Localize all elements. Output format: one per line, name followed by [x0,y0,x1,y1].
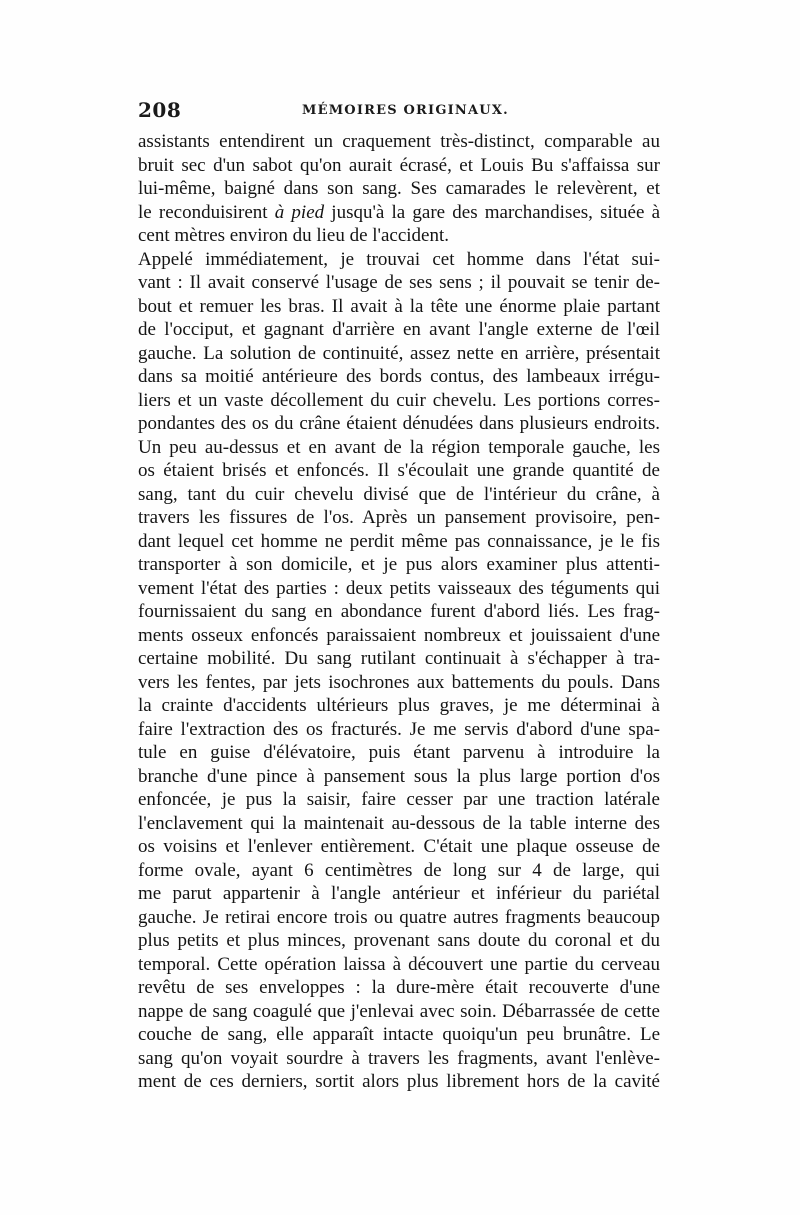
text-line: de l'occiput, et gagnant d'arrière en avant l'angle externe de l'œil [138,319,660,340]
text-line: sang qu'on voyait sourdre à travers les fragments, avant l'enlève- [138,1047,660,1069]
text-line: lui-même, baigné dans son sang. Ses camarades le relevèrent, et [138,178,660,199]
text-line: fournissaient du sang en abondance furent d'abord liés. Les frag- [138,601,660,622]
text-line: os étaient brisés et enfoncés. Il s'écoulait une grande quantité de [138,460,660,481]
text-line-with-italic [138,201,660,225]
text-fragment: le reconduisirent [138,201,275,223]
text-line: liers et un vaste décollement du cuir chevelu. Les portions corres- [138,389,660,411]
text-line: me parut appartenir à l'angle antérieur et inférieur du pariétal [138,883,660,904]
text-line: vant : Il avait conservé l'usage de ses sens ; il pouvait se tenir de- [138,272,660,293]
text-line: pondantes des os du crâne étaient dénudées dans plusieurs endroits. [138,413,660,434]
text-line: os voisins et l'enlever entièrement. C'était une plaque osseuse de [138,836,660,857]
running-title: MÉMOIRES ORIGINAUX. [302,103,509,118]
text-line: certaine mobilité. Du sang rutilant continuait à s'échapper à tra- [138,648,660,669]
text-line: l'enclavement qui la maintenait au-dessous de la table interne des [138,812,660,834]
text-line: cent mètres environ du lieu de l'accident. [138,225,449,246]
text-line: faire l'extraction des os fracturés. Je me servis d'abord d'une spa- [138,718,660,740]
text-line: gauche. La solution de continuité, assez nette en arrière, présentait [138,342,660,364]
text-line: bruit sec d'un sabot qu'on aurait écrasé, et Louis Bu s'affaissa sur [138,154,660,176]
text-line: revêtu de ses enveloppes : la dure-mère était recouverte d'une [138,977,660,998]
text-line: dant lequel cet homme ne perdit même pas connaissance, je le fis [138,530,660,552]
text-line: dans sa moitié antérieure des bords contus, des lambeaux irrégu- [138,366,660,387]
text-line: Appelé immédiatement, je trouvai cet homme dans l'état sui- [138,248,660,270]
italic-phrase: à pied [274,201,325,223]
text-line: enfoncée, je pus la saisir, faire cesser par une traction latérale [138,789,660,810]
text-line: nappe de sang coagulé que j'enlevai avec soin. Débarrassée de cette [138,1000,660,1022]
text-line: bout et remuer les bras. Il avait à la tête une énorme plaie partant [138,295,660,317]
text-line: transporter à son domicile, et je pus alors examiner plus attenti- [138,554,660,575]
text-line: temporal. Cette opération laissa à découvert une partie du cerveau [138,953,660,975]
text-line: sang, tant du cuir chevelu divisé que de l'intérieur du crâne, à [138,483,660,505]
text-line: forme ovale, ayant 6 centimètres de long sur 4 de large, qui [138,859,660,881]
text-line: plus petits et plus minces, provenant sans doute du coronal et du [138,930,660,951]
text-line: la crainte d'accidents ultérieurs plus graves, je me déterminai à [138,695,660,716]
text-line: tule en guise d'élévatoire, puis étant parvenu à introduire la [138,742,660,763]
text-line: assistants entendirent un craquement très-distinct, comparable au [138,131,660,152]
body-text [138,130,660,1094]
text-line: ment de ces derniers, sortit alors plus librement hors de la cavité [138,1071,660,1092]
text-line: branche d'une pince à pansement sous la plus large portion d'os [138,765,660,787]
text-line: couche de sang, elle apparaît intacte quoiqu'un peu brunâtre. Le [138,1024,660,1045]
text-line: vement l'état des parties : deux petits vaisseaux des téguments qui [138,577,660,599]
text-line: ments osseux enfoncés paraissaient nombreux et jouissaient d'une [138,624,660,646]
page-header [138,98,660,124]
text-line: gauche. Je retirai encore trois ou quatre autres fragments beaucoup [138,906,660,928]
text-line: Un peu au-dessus et en avant de la région temporale gauche, les [138,436,660,458]
text-line: vers les fentes, par jets isochrones aux battements du pouls. Dans [138,671,660,693]
text-line: travers les fissures de l'os. Après un pansement provisoire, pen- [138,507,660,528]
page-number: 208 [138,98,182,122]
text-fragment: jusqu'à la gare des marchandises, située à [324,201,661,223]
